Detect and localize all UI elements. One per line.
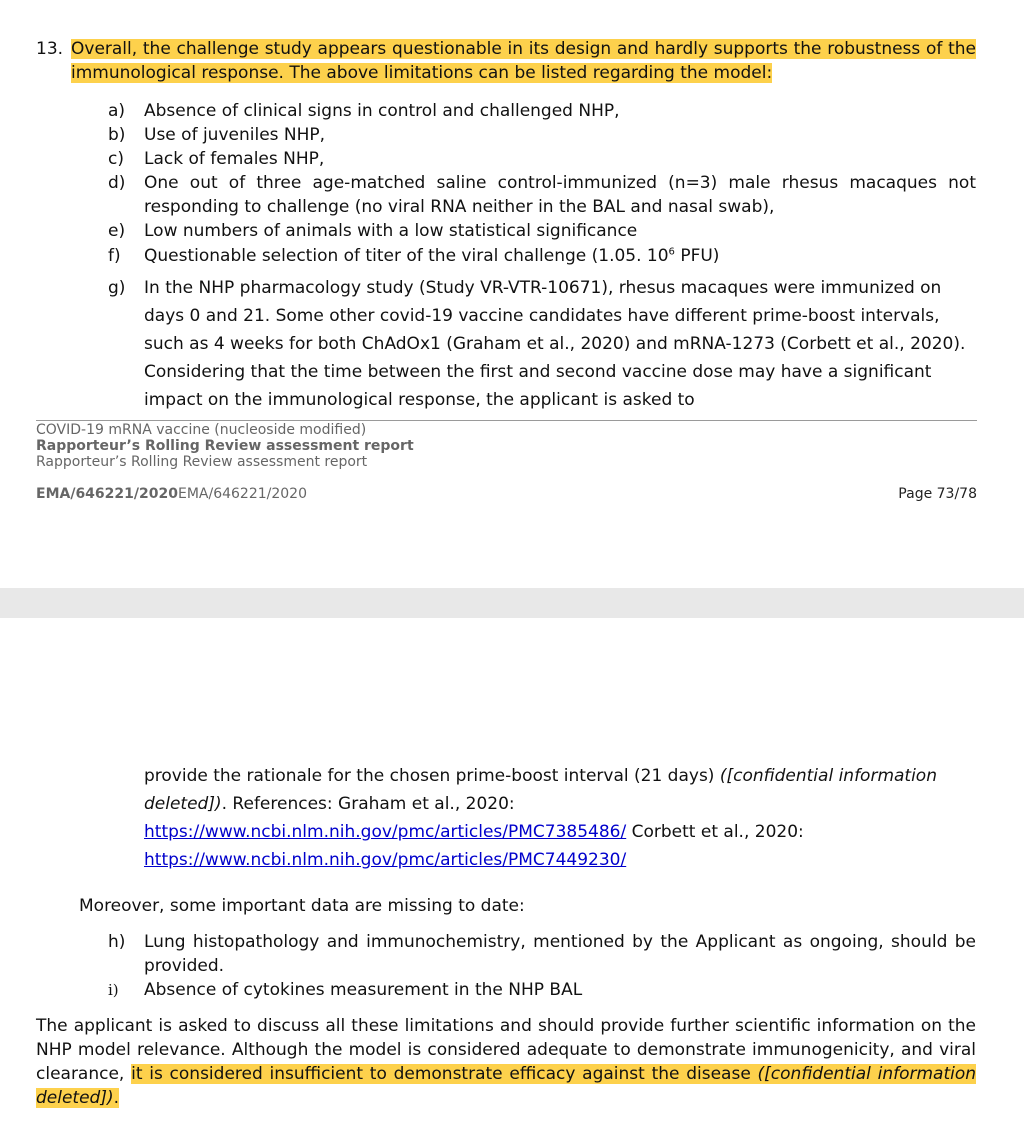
item-label: g): [108, 278, 126, 298]
item-label: d): [108, 173, 126, 193]
item-text: Low numbers of animals with a low statistical significance: [144, 221, 638, 241]
highlighted-conclusion: [36, 1064, 976, 1108]
item-text: Lung histopathology and immunochemistry, mentioned by the Applicant as ongoing, should be provided.: [144, 932, 976, 976]
footer-divider: [36, 420, 977, 421]
page-separator: [0, 588, 1024, 618]
highlighted-end: .: [113, 1088, 120, 1108]
item-text: Lack of females NHP,: [144, 149, 325, 169]
confidential-note: ([confidential information deleted]): [144, 766, 937, 814]
item-label: c): [108, 149, 124, 169]
footer-report-title-bold: Rapporteur’s Rolling Review assessment report: [36, 438, 414, 454]
item-text: [144, 244, 976, 268]
item-text: [71, 37, 976, 85]
highlighted-text: Overall, the challenge study appears questionable in its design and hardly supports the robustness of the immunological response. The above limitations can be listed regarding the model:: [71, 39, 976, 83]
item-number: 13.: [36, 39, 64, 59]
conclusion-paragraph: [36, 1014, 976, 1110]
item-label: b): [108, 125, 126, 145]
item-text-after: PFU): [674, 246, 720, 266]
link-corbett-2020[interactable]: https://www.ncbi.nlm.nih.gov/pmc/articles/PMC7449230/: [144, 850, 627, 870]
item-g-continuation: [144, 762, 976, 874]
item-text: One out of three age-matched saline control-immunized (n=3) male rhesus macaques not responding to challenge (no viral RNA neither in the BAL and nasal swab),: [144, 173, 976, 217]
highlighted-text: it is considered insufficient to demonstrate efficacy against the disease: [131, 1064, 758, 1084]
item-text: In the NHP pharmacology study (Study VR-VTR-10671), rhesus macaques were immunized on days 0 and 21. Some other covid-19 vaccine candidates have different prime-boost intervals, such as 4 weeks for both ChAdOx1 (Graham et al., 2020) and mRNA-1273 (Corbett et al., 2020). Considering that the time between the first and second vaccine dose may have a significant impact on the immunological response, the applicant is asked to: [144, 278, 966, 410]
item-text: Absence of clinical signs in control and challenged NHP,: [144, 101, 620, 121]
link-graham-2020[interactable]: https://www.ncbi.nlm.nih.gov/pmc/articles/PMC7385486/: [144, 822, 627, 842]
references-text: . References: Graham et al., 2020:: [221, 794, 515, 814]
item-label: f): [108, 246, 121, 266]
superscript-exponent: 6: [668, 246, 675, 258]
item-text: Use of juveniles NHP,: [144, 125, 326, 145]
item-text: Absence of cytokines measurement in the NHP BAL: [144, 980, 583, 1000]
moreover-paragraph: Moreover, some important data are missing to date:: [79, 896, 525, 916]
footer-report-title: Rapporteur’s Rolling Review assessment report: [36, 454, 368, 470]
footer-page-number: Page 73/78: [898, 486, 977, 502]
footer-product-name: COVID-19 mRNA vaccine (nucleoside modified): [36, 422, 367, 438]
item-label: e): [108, 221, 126, 241]
corbett-reference-text: Corbett et al., 2020:: [626, 822, 804, 842]
item-label: i): [108, 981, 119, 999]
confidential-note: ([confidential information deleted]): [36, 1064, 977, 1108]
item-label: a): [108, 101, 126, 121]
item-text-before: Questionable selection of titer of the viral challenge (1.05. 10: [144, 246, 669, 266]
document-page-74: [0, 618, 1024, 1142]
footer-ema-reference: [36, 486, 307, 502]
ema-ref-plain: EMA/646221/2020: [177, 486, 307, 502]
ema-ref-bold: EMA/646221/2020: [36, 486, 178, 502]
item-label: h): [108, 932, 126, 952]
continuation-text: provide the rationale for the chosen prime-boost interval (21 days): [144, 766, 720, 786]
conclusion-text: The applicant is asked to discuss all these limitations and should provide further scientific information on the NHP model relevance. Although the model is considered adequate to demonstrate immunogenicity, and viral clearance,: [36, 1016, 976, 1084]
